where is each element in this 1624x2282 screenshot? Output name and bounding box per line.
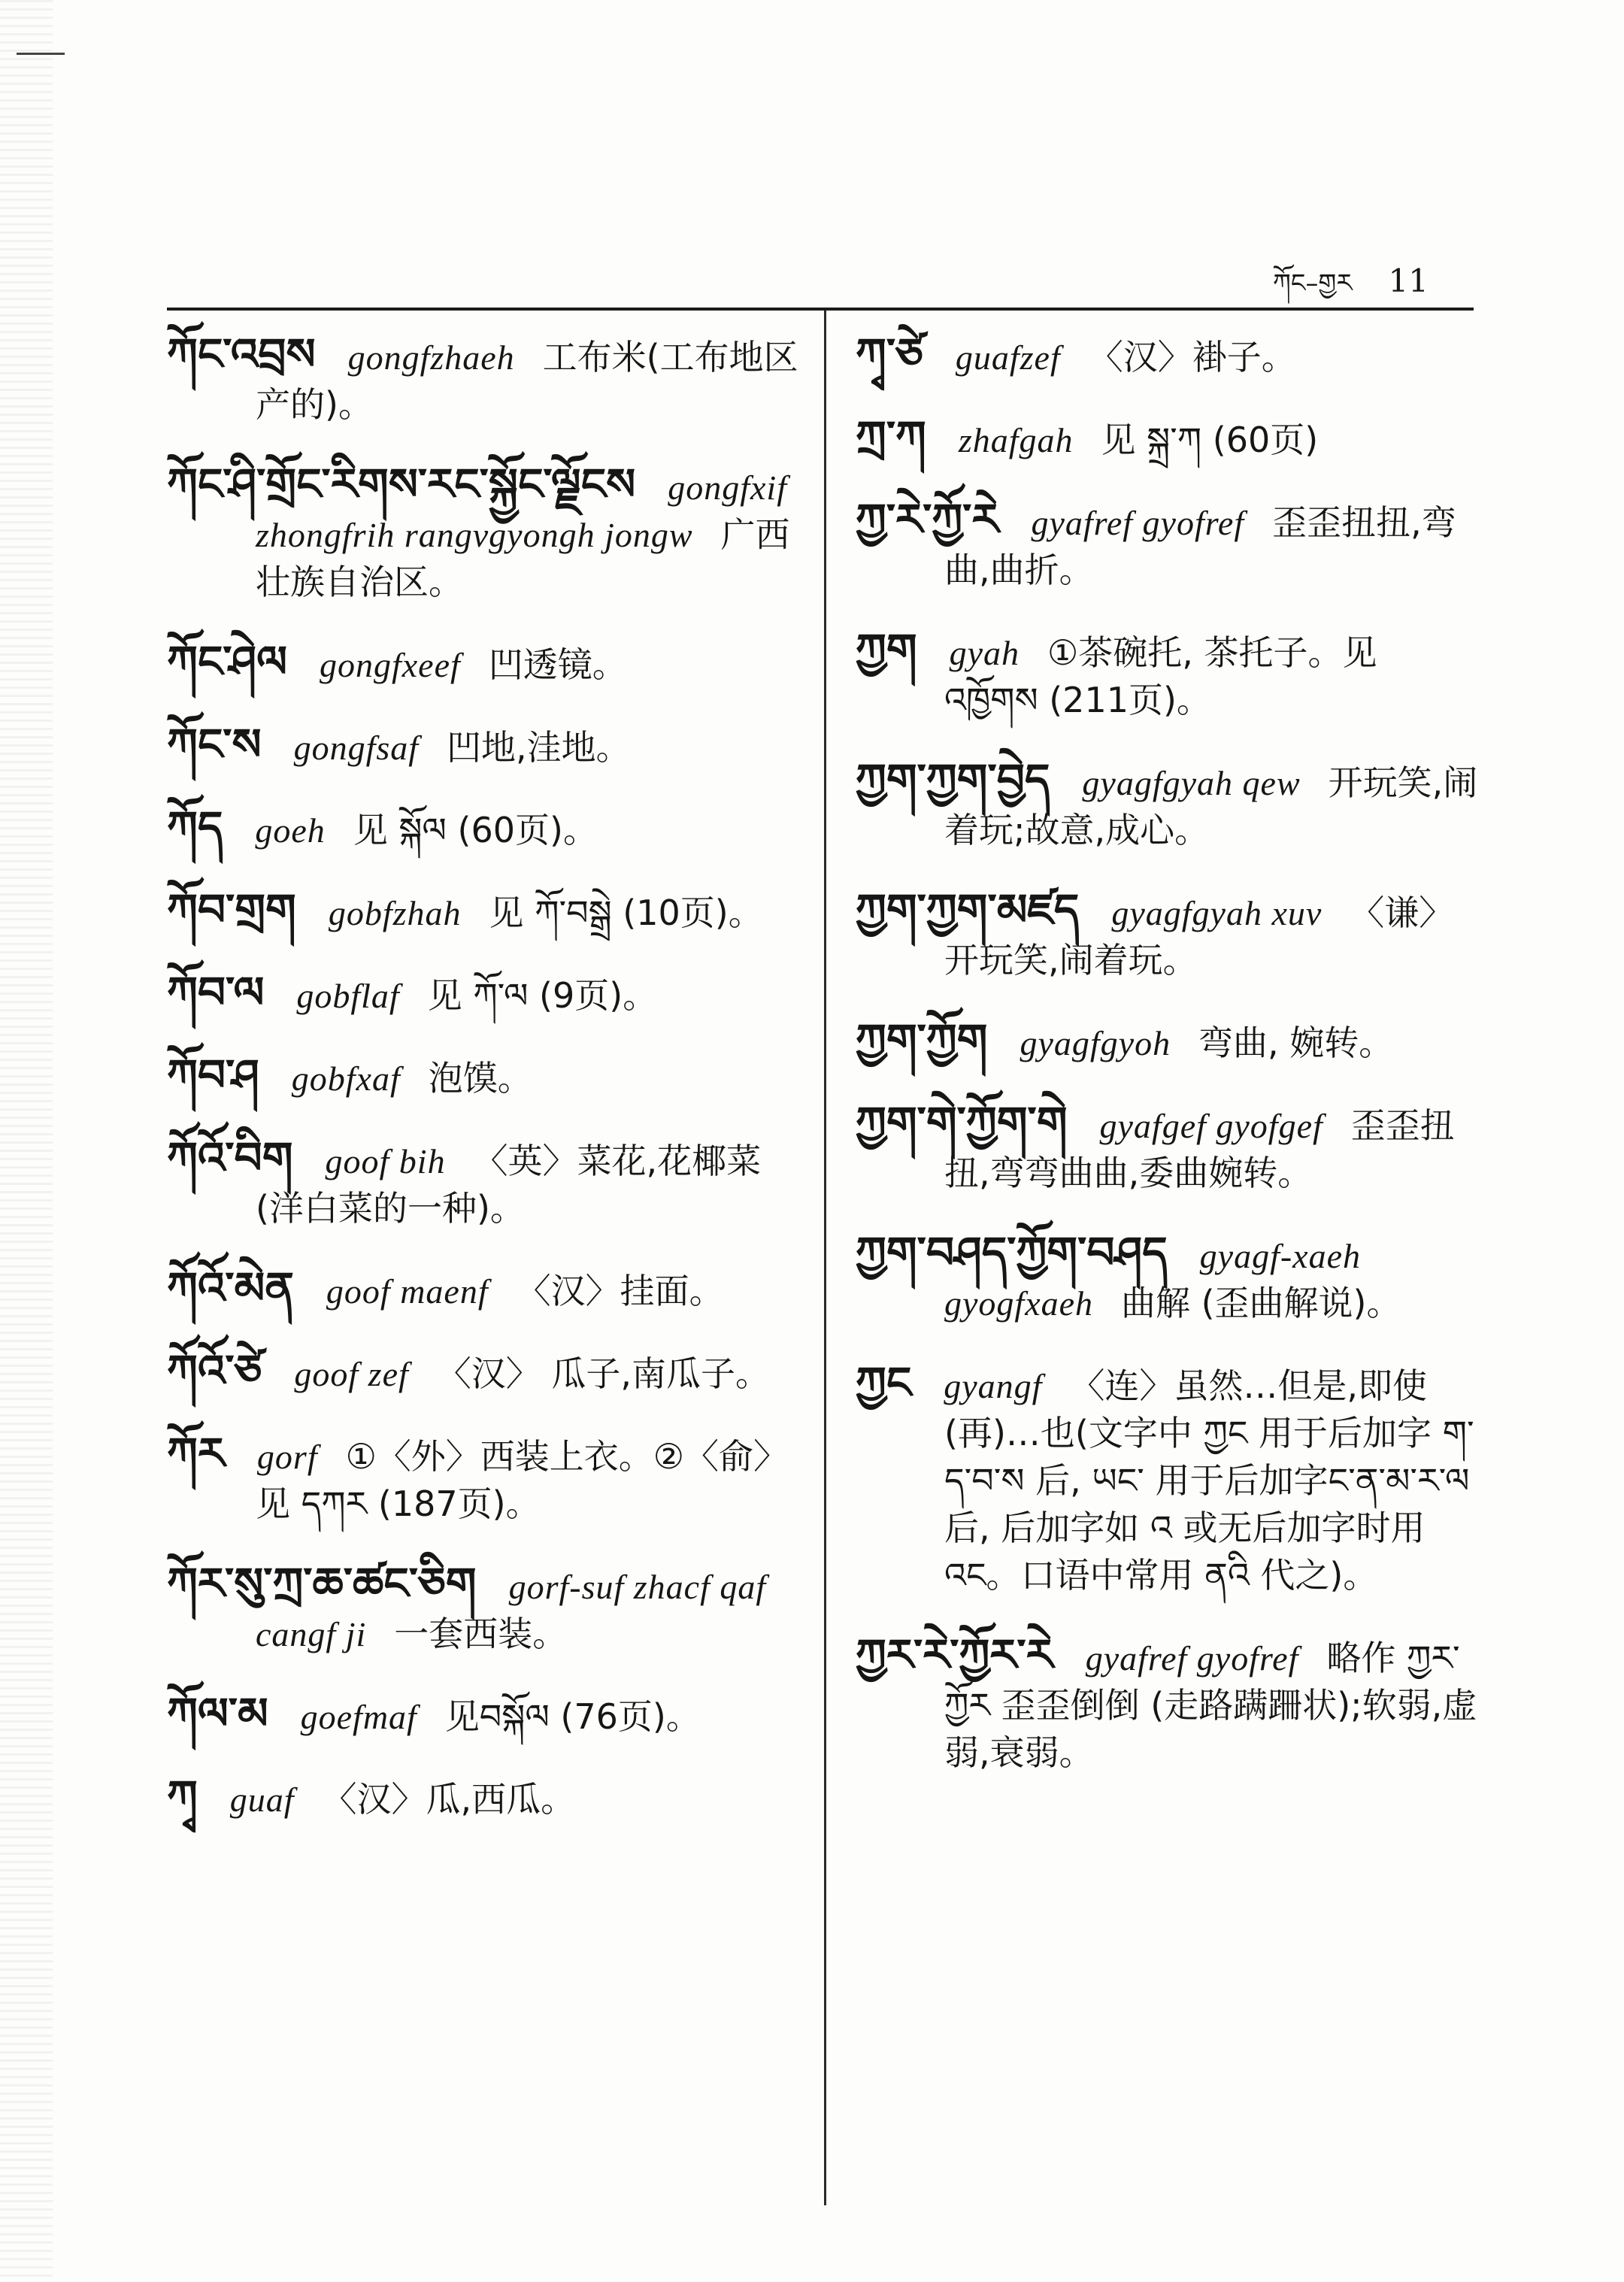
entry-headword: ཀོང་ཤེལ: [167, 636, 288, 687]
entry-definition: 工布米(工布地区产的)。: [256, 337, 798, 425]
entry-romanization: gyah: [949, 634, 1020, 672]
entry-headword: ཀོའོ་མེན: [167, 1262, 294, 1314]
entry-definition: 〈英〉菜花,花椰菜(洋白菜的一种)。: [256, 1141, 762, 1229]
dictionary-entry: [167, 1773, 804, 1823]
dictionary-entry: [167, 1690, 804, 1741]
entry-headword: ཀོང་ཤི་གྲོང་རིགས་རང་སྐྱོང་ལྗོངས: [167, 459, 636, 510]
entry-headword: ཀྱ་རེ་ཀྱོ་རེ: [856, 494, 999, 545]
entry-romanization: gyagfgyah qew: [1082, 764, 1301, 802]
entry-romanization: gyafref gyofref: [1085, 1639, 1299, 1677]
dictionary-entry: [167, 1052, 804, 1102]
dictionary-entry: [167, 1430, 804, 1528]
entry-headword: ཀྱག: [856, 624, 917, 675]
entry-headword: ཀྱག་ཀྱག་མཛད: [856, 884, 1080, 935]
entry-romanization: gongfxeef: [319, 646, 461, 684]
left-column: [167, 331, 804, 1856]
dictionary-entry: [167, 969, 804, 1020]
dictionary-entry: [856, 886, 1481, 984]
entry-definition: ①〈外〉西装上衣。②〈俞〉见 དཀར (187页)。: [256, 1436, 789, 1524]
entry-romanization: gyafgef gyofgef: [1099, 1107, 1323, 1145]
entry-definition: 歪歪扭扭,弯弯曲曲,委曲婉转。: [944, 1105, 1455, 1193]
entry-romanization: goof maenf: [326, 1272, 489, 1311]
running-head: [1273, 254, 1429, 326]
entry-definition: 见 ཀོ་བསྒྲེ (10页)。: [489, 892, 763, 933]
entry-romanization: gyagf-xaeh gyogfxaeh: [944, 1237, 1362, 1323]
dictionary-entry: [167, 331, 804, 429]
entry-definition: 见 ཀོ་ལ (9页)。: [427, 975, 658, 1016]
column-divider: [824, 311, 826, 2205]
header-rule: [167, 308, 1474, 311]
dictionary-entry: [856, 331, 1481, 381]
running-head-guide-words: ཀོང–གྱར: [1272, 268, 1353, 299]
dictionary-entry: [856, 1014, 1481, 1067]
entry-headword: ཀོད: [167, 802, 223, 853]
entry-definition: 歪歪扭扭,弯曲,曲折。: [944, 502, 1456, 590]
entry-definition: 凹地,洼地。: [447, 727, 631, 768]
entry-definition: 一套西装。: [394, 1614, 568, 1654]
entry-definition: 开玩笑,闹着玩;故意,成心。: [944, 762, 1478, 850]
entry-definition: ①茶碗托, 茶托子。见 འཁྱོགས (211页)。: [944, 632, 1377, 720]
entry-definition: 〈汉〉 瓜子,南瓜子。: [436, 1353, 770, 1394]
entry-headword: ཀོབ་ལ: [167, 967, 265, 1018]
entry-romanization: gongfxif zhongfrih rangvgyongh jongw: [256, 468, 787, 554]
entry-romanization: guaf: [229, 1780, 295, 1819]
entry-romanization: gyagfgyoh: [1020, 1024, 1171, 1062]
entry-definition: 略作 ཀྱར་ཀྱོར 歪歪倒倒 (走路蹒跚状);软弱,虚弱,衰弱。: [944, 1638, 1477, 1773]
entry-definition: 弯曲, 婉转。: [1198, 1023, 1394, 1063]
entry-romanization: goeh: [255, 811, 326, 850]
entry-romanization: gyafref gyofref: [1031, 504, 1245, 542]
entry-definition: 见 སྐོལ (60页)。: [353, 810, 598, 850]
entry-definition: 广西壮族自治区。: [256, 514, 790, 602]
entry-headword: ཀོབ་གྲག: [167, 884, 296, 935]
entry-definition: 见བསྐོལ (76页)。: [444, 1696, 701, 1737]
entry-headword: ཀོང་ས: [167, 719, 262, 770]
dictionary-entry: [856, 626, 1481, 724]
dictionary-entry: [167, 886, 804, 937]
entry-romanization: gorf-suf zhacf qaf cangf ji: [256, 1568, 767, 1653]
dictionary-entry: [856, 1099, 1481, 1197]
dictionary-entry: [167, 804, 804, 854]
entry-headword: ཀོར་སུ་ཀྲ་ཆ་ཚང་ཅིག: [167, 1558, 477, 1609]
entry-headword: ཀྱག་གེ་ཀྱོག་གེ: [856, 1097, 1068, 1148]
dictionary-entry: [856, 1359, 1481, 1599]
entry-romanization: gongfzhaeh: [347, 338, 515, 377]
dictionary-entry: [167, 1262, 804, 1315]
entry-headword: ཀྭ་ཙེ: [856, 329, 923, 380]
entry-romanization: goof bih: [325, 1142, 446, 1180]
entry-romanization: gobflaf: [296, 977, 400, 1015]
page-number: 11: [1388, 262, 1429, 299]
entry-definition: 泡馍。: [428, 1058, 532, 1099]
entry-romanization: gorf: [256, 1438, 318, 1476]
entry-headword: ཀོའོ་བིག: [167, 1132, 293, 1183]
entry-headword: ཀྱག་བཤད་ཀྱོག་བཤད: [856, 1227, 1168, 1278]
entry-romanization: gyangf: [944, 1367, 1043, 1405]
entry-definition: 曲解 (歪曲解说)。: [1120, 1283, 1401, 1323]
dictionary-entry: [856, 1629, 1481, 1777]
entry-headword: ཀོའོ་ཙེ: [167, 1345, 262, 1396]
entry-romanization: gyagfgyah xuv: [1111, 894, 1323, 932]
dictionary-entry: [856, 756, 1481, 854]
edge-mark: [17, 53, 65, 55]
dictionary-entry: [167, 1560, 804, 1658]
entry-romanization: zhafgah: [958, 421, 1074, 459]
entry-headword: ཀྲ་ཀ: [856, 411, 926, 462]
entry-definition: 〈谦〉开玩笑,闹着玩。: [944, 892, 1454, 980]
dictionary-entry: [167, 638, 804, 689]
entry-definition: 见 སྐྲ་ཀ (60页): [1101, 420, 1319, 460]
entry-headword: ཀོང་འབྲས: [167, 329, 316, 380]
entry-romanization: goof zef: [294, 1355, 409, 1393]
dictionary-entry: [856, 411, 1481, 464]
entry-headword: ཀོབ་ཤ: [167, 1050, 259, 1101]
entry-headword: ཀྱང: [856, 1357, 912, 1408]
entry-headword: ཀོལ་མ: [167, 1688, 268, 1739]
dictionary-entry: [856, 496, 1481, 594]
dictionary-entry: [167, 461, 804, 606]
entry-definition: 〈汉〉瓜,西瓜。: [322, 1779, 576, 1820]
entry-romanization: gobfzhah: [328, 894, 462, 932]
entry-headword: ཀྱར་རེ་ཀྱོར་རེ: [856, 1629, 1053, 1680]
entry-romanization: gongfsaf: [293, 729, 420, 767]
right-column: [856, 331, 1481, 1809]
entry-headword: ཀོར: [167, 1428, 225, 1479]
dictionary-entry: [167, 1347, 804, 1398]
dictionary-entry: [856, 1229, 1481, 1327]
entry-definition: 凹透镜。: [488, 644, 627, 685]
entry-definition: 〈汉〉褂子。: [1088, 337, 1296, 377]
entry-definition: 〈汉〉挂面。: [516, 1271, 724, 1311]
entry-romanization: goefmaf: [300, 1698, 417, 1736]
entry-romanization: gobfxaf: [291, 1059, 401, 1098]
entry-headword: ཀྱག་ཀྱག་བྱེད: [856, 754, 1050, 805]
dictionary-entry: [167, 721, 804, 771]
entry-headword: ཀྭ: [167, 1771, 198, 1822]
dictionary-entry: [167, 1132, 804, 1232]
entry-headword: ཀྱག་ཀྱོག: [856, 1014, 988, 1065]
entry-definition: 〈连〉虽然…但是,即使(再)…也(文字中 ཀྱང 用于后加字 ག་ད་བ་ས 后, ཡང་ 用于后加字ང་ན་མ་ར་ལ 后, 后加字如 འ 或无后加字时用 འང。口语中常用 ནའི 代之)。: [944, 1365, 1474, 1596]
entry-romanization: guafzef: [955, 338, 1061, 377]
binding-edge: [0, 0, 53, 2282]
